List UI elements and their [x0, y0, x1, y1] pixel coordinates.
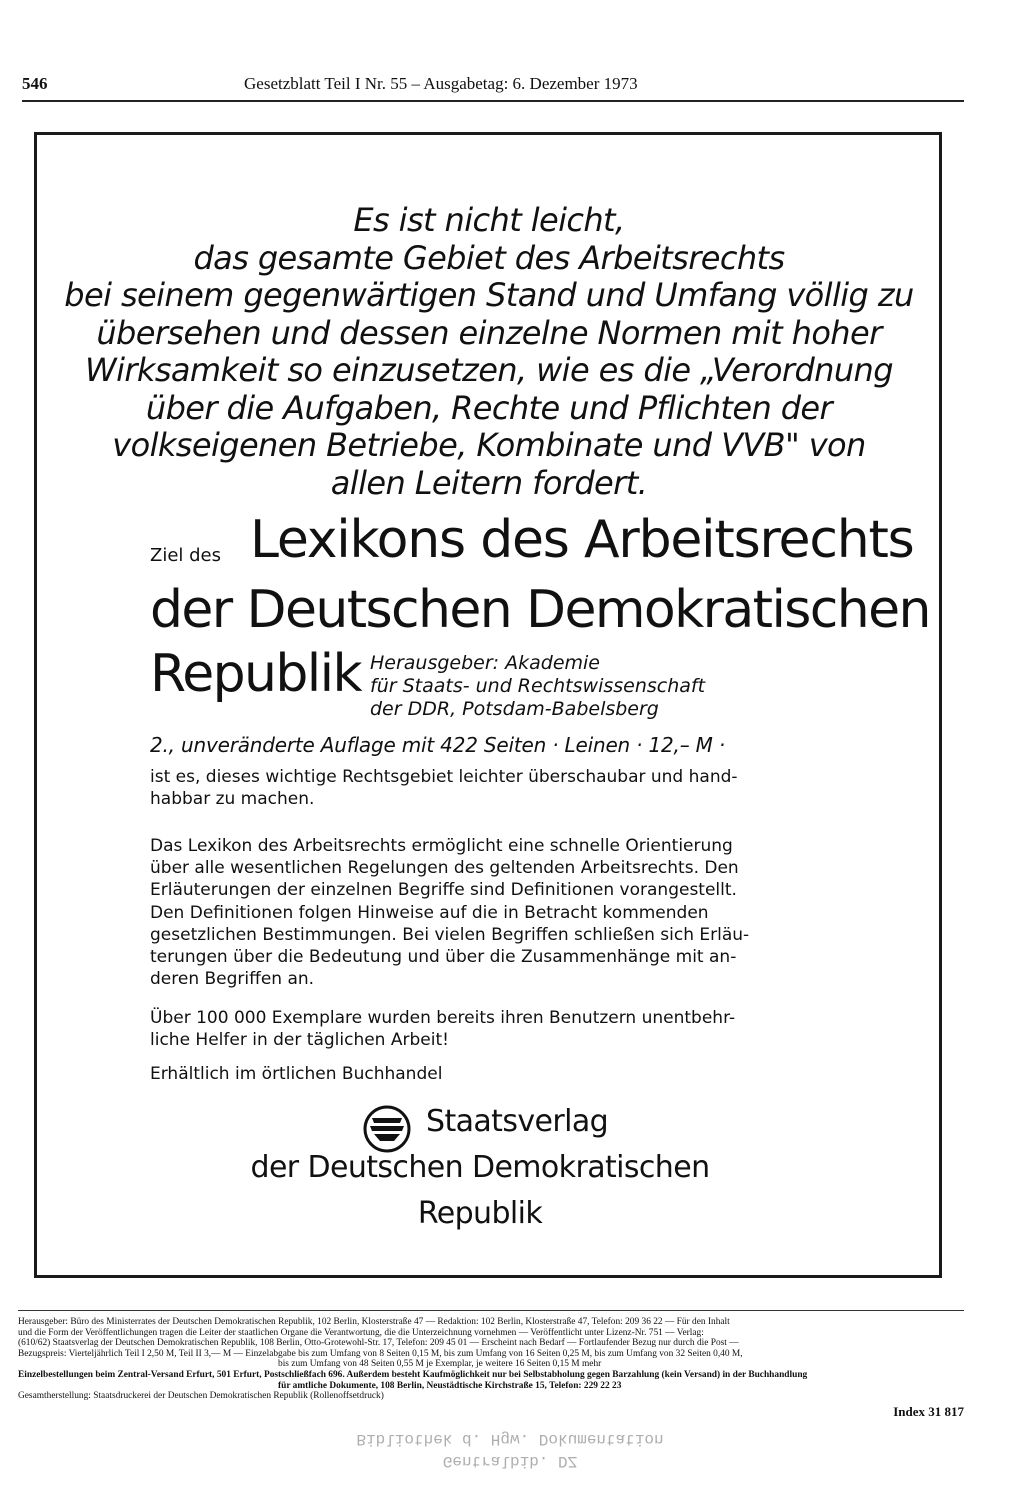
intro-line: bei seinem gegenwärtigen Stand und Umfang völlig zu — [64, 276, 914, 314]
text-line: ist es, dieses wichtige Rechtsgebiet leichter überschaubar und hand- — [150, 767, 738, 787]
imprint-line: bis zum Umfang von 48 Seiten 0,55 M je Exemplar, je weitere 16 Seiten 0,15 M mehr — [278, 1359, 602, 1370]
editor-line: für Staats- und Rechtswissenschaft — [370, 675, 706, 697]
imprint-line: für amtliche Dokumente, 108 Berlin, Neustädtische Kirchstraße 15, Telefon: 229 22 23 — [278, 1380, 622, 1391]
header-title: Gesetzblatt Teil I Nr. 55 – Ausgabetag: 6. Dezember 1973 — [244, 74, 638, 93]
ziel-des-label: Ziel des — [150, 545, 222, 566]
stamp-line: Bibliothek d. Hgw. Dokumentation — [356, 1430, 664, 1448]
intro-line: allen Leitern fordert. — [330, 463, 648, 502]
book-editor — [370, 652, 705, 721]
text-line: habbar zu machen. — [150, 789, 315, 810]
publisher-logo-icon — [362, 1104, 412, 1154]
page-header — [22, 74, 962, 100]
imprint-rule — [18, 1310, 964, 1311]
ad-intro — [56, 202, 922, 502]
text-line: gesetzlichen Bestimmungen. Bei vielen Begriffen schließen sich Erläu- — [150, 924, 750, 945]
page-number: 546 — [22, 74, 48, 93]
library-stamp — [270, 1432, 750, 1472]
text-line: liche Helfer in der täglichen Arbeit! — [150, 1030, 449, 1051]
stamp-line: Gentralbib. DZ — [442, 1452, 578, 1470]
book-title-line-3: Republik — [150, 644, 361, 704]
paragraph-1 — [150, 766, 800, 810]
editor-line: der DDR, Potsdam-Babelsberg — [370, 698, 659, 720]
imprint — [18, 1317, 964, 1402]
imprint-line: Gesamtherstellung: Staatsdruckerei der Deutschen Demokratischen Republik (Rollenoffsetdruck) — [18, 1391, 384, 1402]
paragraph-2 — [150, 835, 800, 990]
book-title-line-1: Lexikons des Arbeitsrechts — [250, 510, 914, 570]
paragraph-3 — [150, 1007, 800, 1051]
text-line: Erläuterungen der einzelnen Begriffe sind Definitionen vorangestellt. — [150, 880, 737, 901]
imprint-line: und die Form der Veröffentlichungen tragen die Leiter der staatlichen Organe die Verantwortung, die die Unterzeichnung vornehmen — Veröffentlicht unter Lizenz-Nr. 751 — Verlag: — [18, 1327, 704, 1338]
header-rule — [22, 100, 964, 102]
text-line: Das Lexikon des Arbeitsrechts ermöglicht eine schnelle Orientierung — [150, 836, 733, 856]
paragraph-4: Erhältlich im örtlichen Buchhandel — [150, 1064, 443, 1084]
text-line: deren Begriffen an. — [150, 969, 315, 990]
imprint-line: Einzelbestellungen beim Zentral-Versand Erfurt, 501 Erfurt, Postschließfach 696. Außerdem besteht Kaufmöglichkeit nur bei Selbstabholung gegen Barzahlung (kein Versand) in der Buchhandlung — [18, 1369, 808, 1380]
book-title-line-2: der Deutschen Demokratischen — [150, 580, 930, 640]
text-line: Über 100 000 Exemplare wurden bereits ihren Benutzern unentbehr- — [150, 1008, 736, 1028]
publisher-line-2: der Deutschen Demokratischen — [250, 1150, 710, 1185]
imprint-line: Herausgeber: Büro des Ministerrates der Deutschen Demokratischen Republik, 102 Berlin, Klosterstraße 47 — Redaktion: 102 Berlin, Klosterstraße 47, Telefon: 209 36 22 — Für den Inhalt — [18, 1317, 730, 1327]
intro-line: Es ist nicht leicht, — [353, 201, 625, 239]
index-number: Index 31 817 — [893, 1404, 964, 1419]
imprint-line: (610/62) Staatsverlag der Deutschen Demokratischen Republik, 108 Berlin, Otto-Grotewohl-Str. 17, Telefon: 209 45 01 — Erscheint nach Bedarf — Fortlaufender Bezug nur durch die Post — — [18, 1338, 739, 1349]
text-line: über alle wesentlichen Regelungen des geltenden Arbeitsrechts. Den — [150, 858, 739, 879]
intro-line: übersehen und dessen einzelne Normen mit hoher — [96, 313, 882, 352]
intro-line: über die Aufgaben, Rechte und Pflichten der — [145, 388, 833, 427]
imprint-line: Bezugspreis: Vierteljährlich Teil I 2,50 M, Teil II 3,— M — Einzelabgabe bis zum Umfang von 8 Seiten 0,15 M, bis zum Umfang von 16 Seiten 0,25 M, bis zum Umfang von 32 Seiten 0,40 M, — [18, 1348, 743, 1359]
text-line: terungen über die Bedeutung und über die Zusammenhänge mit an- — [150, 947, 737, 968]
editor-line: Herausgeber: Akademie — [370, 652, 600, 674]
publisher-line-1: Staatsverlag — [426, 1104, 609, 1139]
publisher-line-3: Republik — [417, 1196, 543, 1231]
text-line: Den Definitionen folgen Hinweise auf die in Betracht kommenden — [150, 902, 709, 923]
intro-line: das gesamte Gebiet des Arbeitsrechts — [193, 238, 785, 277]
intro-line: volkseigenen Betriebe, Kombinate und VVB" von — [112, 426, 866, 464]
edition-info: 2., unveränderte Auflage mit 422 Seiten · Leinen · 12,– M · — [150, 733, 726, 757]
intro-line: Wirksamkeit so einzusetzen, wie es die „Verordnung — [85, 351, 893, 389]
